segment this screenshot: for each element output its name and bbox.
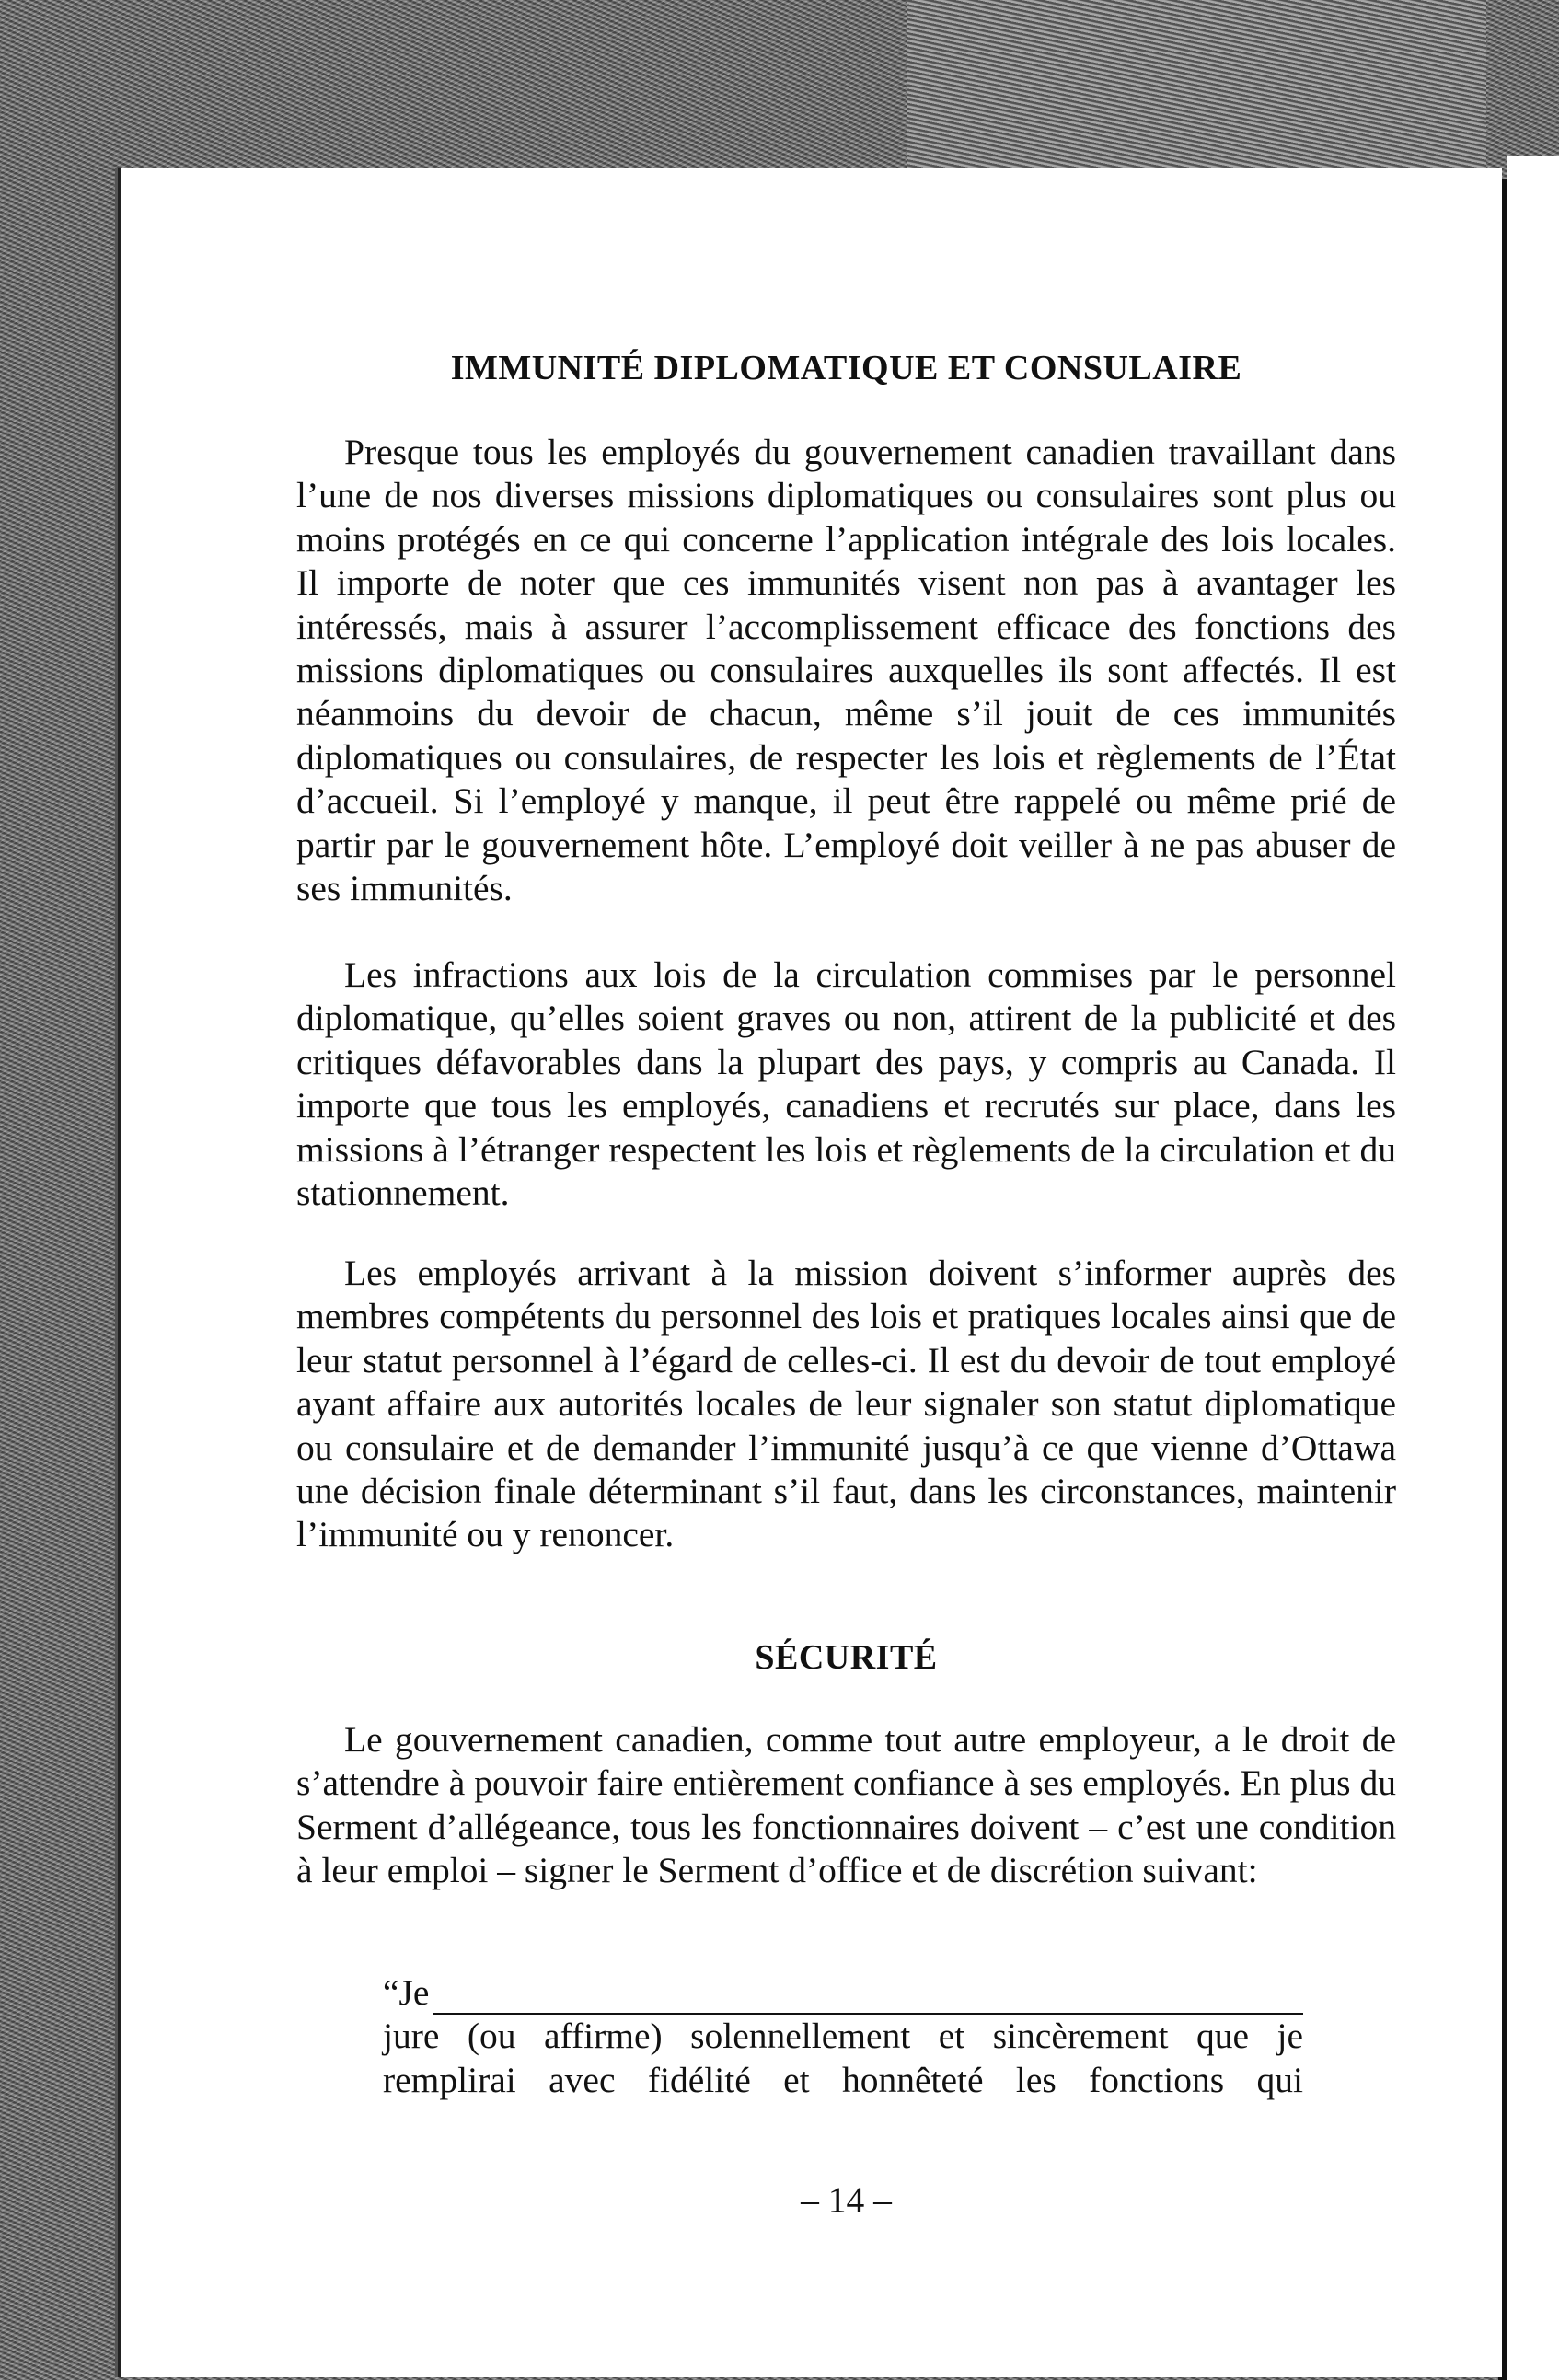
paragraph-text: Presque tous les employés du gouvernement canadien travaillant dans l’une de nos diverses missions diplomatiques ou consulaires sont plus ou moins protégés en ce qui concerne l’application intégrale des lois locales. Il importe de noter que ces immunités visent non pas à avantager les intéressés, mais à assurer l’accomplissement efficace des fonctions des missions diplomatiques ou consulaires auxquelles ils sont affectés. Il est néanmoins du devoir de chacun, même s’il jouit de ces immunités diplomatiques ou consulaires, de respecter les lois et règlements de l’État d’accueil. Si l’employé y manque, il peut être rappelé ou même prié de partir par le gouvernement hôte. L’employé doit veiller à ne pas abuser de ses immunités. [296, 432, 1396, 909]
paragraph-immunite-3 [296, 1252, 1396, 1557]
oath-line-1: jure (ou affirme) solennellement et sincèrement que je [383, 2016, 1303, 2057]
section-title-securite: SÉCURITÉ [755, 1638, 938, 1677]
paragraph-text: Les infractions aux lois de la circulation commises par le personnel diplomatique, qu’elles soient graves ou non, attirent de la publicité et des critiques défavorables dans la plupart des pays, y compris au Canada. Il importe que tous les employés, canadiens et recrutés sur place, dans les missions à l’étranger respectent les lois et règlements de la circulation et du stationnement. [296, 954, 1396, 1214]
facing-page-edge [1507, 156, 1559, 2380]
paragraph-immunite-2 [296, 953, 1396, 1215]
paragraph-text: Le gouvernement canadien, comme tout autre employeur, a le droit de s’attendre à pouvoir faire entièrement confiance à ses employés. En plus du Serment d’allégeance, tous les fonctionnaires doivent – c’est une condition à leur emploi – signer le Serment d’office et de discrétion suivant: [296, 1719, 1396, 1891]
paragraph-immunite-1 [296, 431, 1396, 910]
oath-first-line [383, 1971, 1303, 2015]
paragraph-text: Les employés arrivant à la mission doivent s’informer auprès des membres compétents du personnel des lois et pratiques locales ainsi que de leur statut personnel à l’égard de celles-ci. Il est du devoir de tout employé ayant affaire aux autorités locales de leur signaler son statut diplomatique ou consulaire et de demander l’immunité jusqu’à ce que vienne d’Ottawa une décision finale déterminant s’il faut, dans les circonstances, maintenir l’immunité ou y renoncer. [296, 1253, 1396, 1555]
oath-name-blank [433, 1985, 1303, 2015]
section-title-immunite: IMMUNITÉ DIPLOMATIQUE ET CONSULAIRE [450, 349, 1242, 387]
oath-start: “Je [383, 1972, 430, 2013]
paragraph-securite [296, 1718, 1396, 1893]
page-number: – 14 – [801, 2179, 892, 2220]
oath-block [383, 1971, 1303, 2102]
book-spine-background [907, 0, 1486, 168]
oath-line-2: remplirai avec fidélité et honnêteté les fonctions qui [383, 2059, 1303, 2100]
